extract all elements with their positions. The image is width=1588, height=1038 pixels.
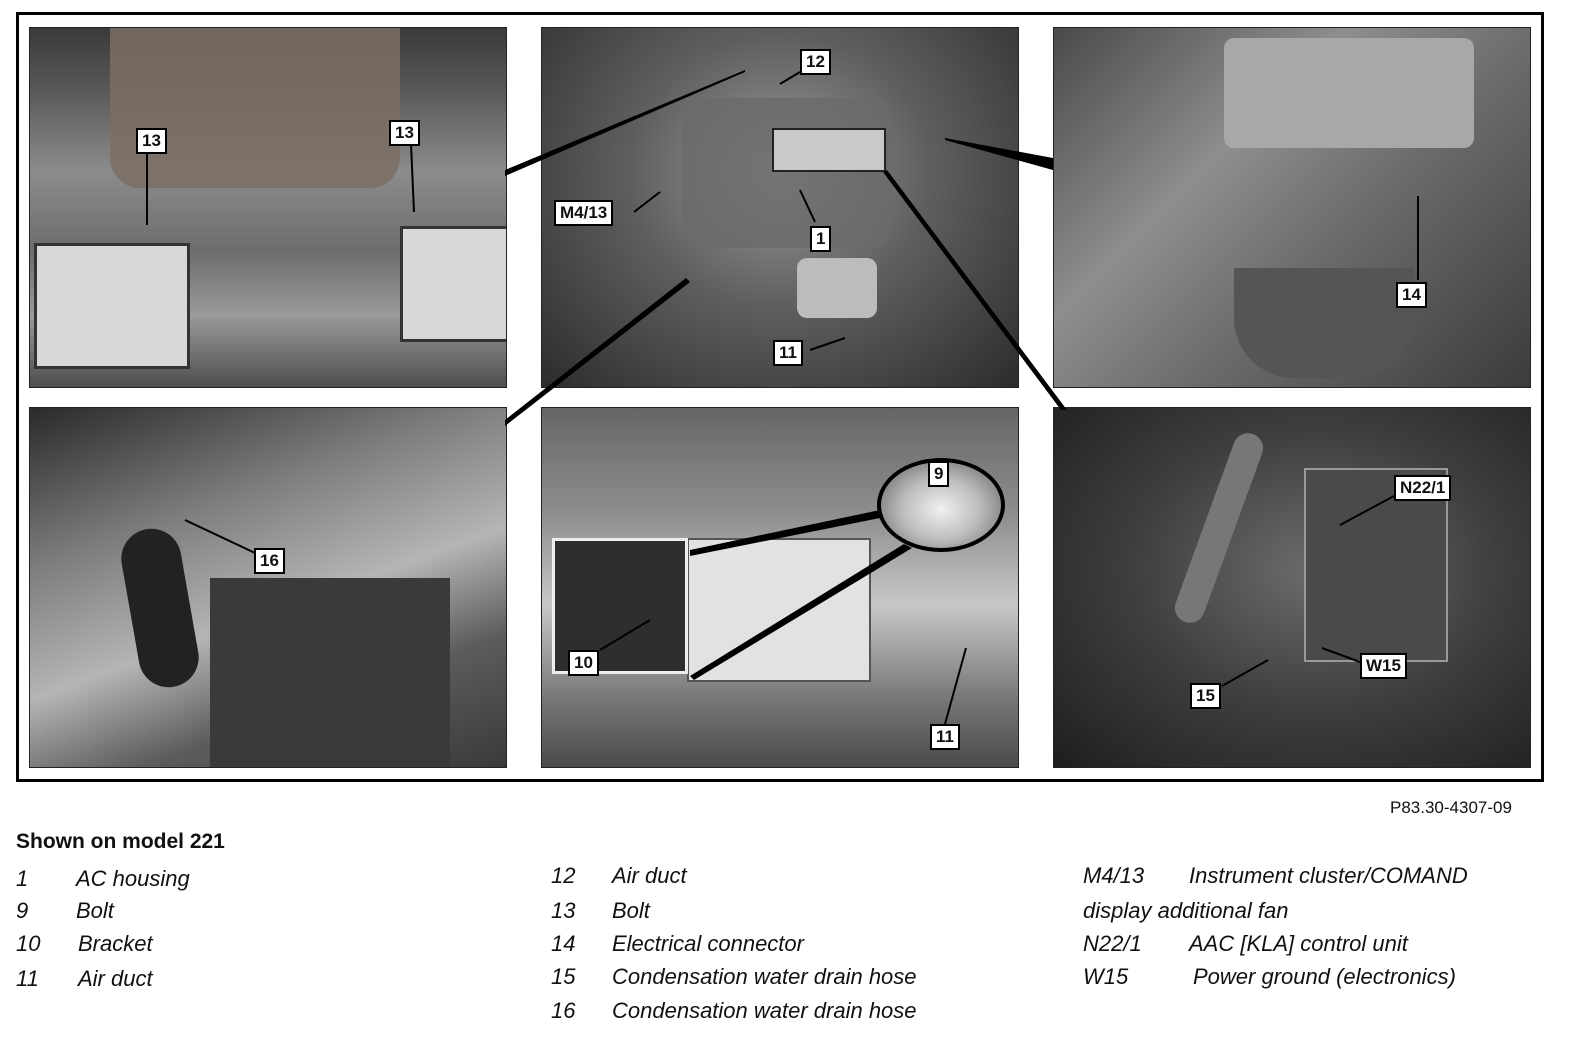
legend-text: display additional fan: [1083, 898, 1289, 923]
pointer-line: [810, 338, 845, 350]
connector-line: [690, 544, 912, 680]
pointer-line: [1340, 496, 1394, 525]
callout-m4-13: M4/13: [554, 200, 613, 226]
pointer-line: [1322, 648, 1360, 662]
legend-text: Bolt: [612, 898, 650, 923]
legend-text: AC housing: [76, 866, 190, 891]
legend-number: N22/1: [1083, 931, 1142, 956]
legend-text: Power ground (electronics): [1193, 964, 1456, 989]
legend-number: 13: [551, 898, 576, 923]
legend-number: 1: [16, 866, 29, 891]
callout-16: 16: [254, 548, 285, 574]
legend-title: Shown on model 221: [16, 830, 225, 853]
callout-n22-1: N22/1: [1394, 475, 1451, 501]
callout-11-bottom: 11: [930, 724, 960, 750]
connector-line: [945, 138, 1053, 170]
pointer-line: [780, 72, 800, 84]
pointer-line: [600, 620, 650, 650]
legend-text: AAC [KLA] control unit: [1189, 931, 1408, 956]
callout-w15: W15: [1360, 653, 1407, 679]
legend-number: 15: [551, 964, 576, 989]
connector-line: [690, 510, 880, 556]
pointer-line: [185, 520, 255, 553]
legend-text: Instrument cluster/COMAND: [1189, 863, 1468, 888]
callout-15: 15: [1190, 683, 1221, 709]
legend-text: Condensation water drain hose: [612, 964, 917, 989]
callout-11-top: 11: [773, 340, 803, 366]
callout-9: 9: [928, 461, 949, 487]
legend-number: M4/13: [1083, 863, 1145, 888]
pointer-line: [1222, 660, 1268, 686]
callout-12: 12: [800, 49, 831, 75]
legend-text: Air duct: [78, 966, 153, 991]
legend-text: Air duct: [612, 863, 687, 888]
pointer-line: [634, 192, 660, 212]
legend-text: Condensation water drain hose: [612, 998, 917, 1023]
legend-text: Bracket: [78, 931, 153, 956]
legend-number: 16: [551, 998, 576, 1023]
legend-number: 14: [551, 931, 576, 956]
legend-text: Bolt: [76, 898, 114, 923]
legend-number: 11: [16, 966, 39, 991]
callout-13-right: 13: [389, 120, 420, 146]
callout-13-left: 13: [136, 128, 167, 154]
callout-1: 1: [810, 226, 831, 252]
legend-number: 9: [16, 898, 29, 923]
pointer-line: [411, 144, 414, 212]
connector-line: [883, 170, 1067, 410]
legend-number: 10: [16, 931, 41, 956]
legend-text: Electrical connector: [612, 931, 804, 956]
connector-line: [505, 278, 690, 426]
pointer-line: [800, 190, 815, 222]
legend-number: W15: [1083, 964, 1129, 989]
legend-number: 12: [551, 863, 576, 888]
callout-14: 14: [1396, 282, 1427, 308]
figure-code: P83.30-4307-09: [1390, 798, 1512, 817]
connector-line: [505, 70, 745, 176]
pointer-line: [945, 648, 966, 724]
callout-10: 10: [568, 650, 599, 676]
